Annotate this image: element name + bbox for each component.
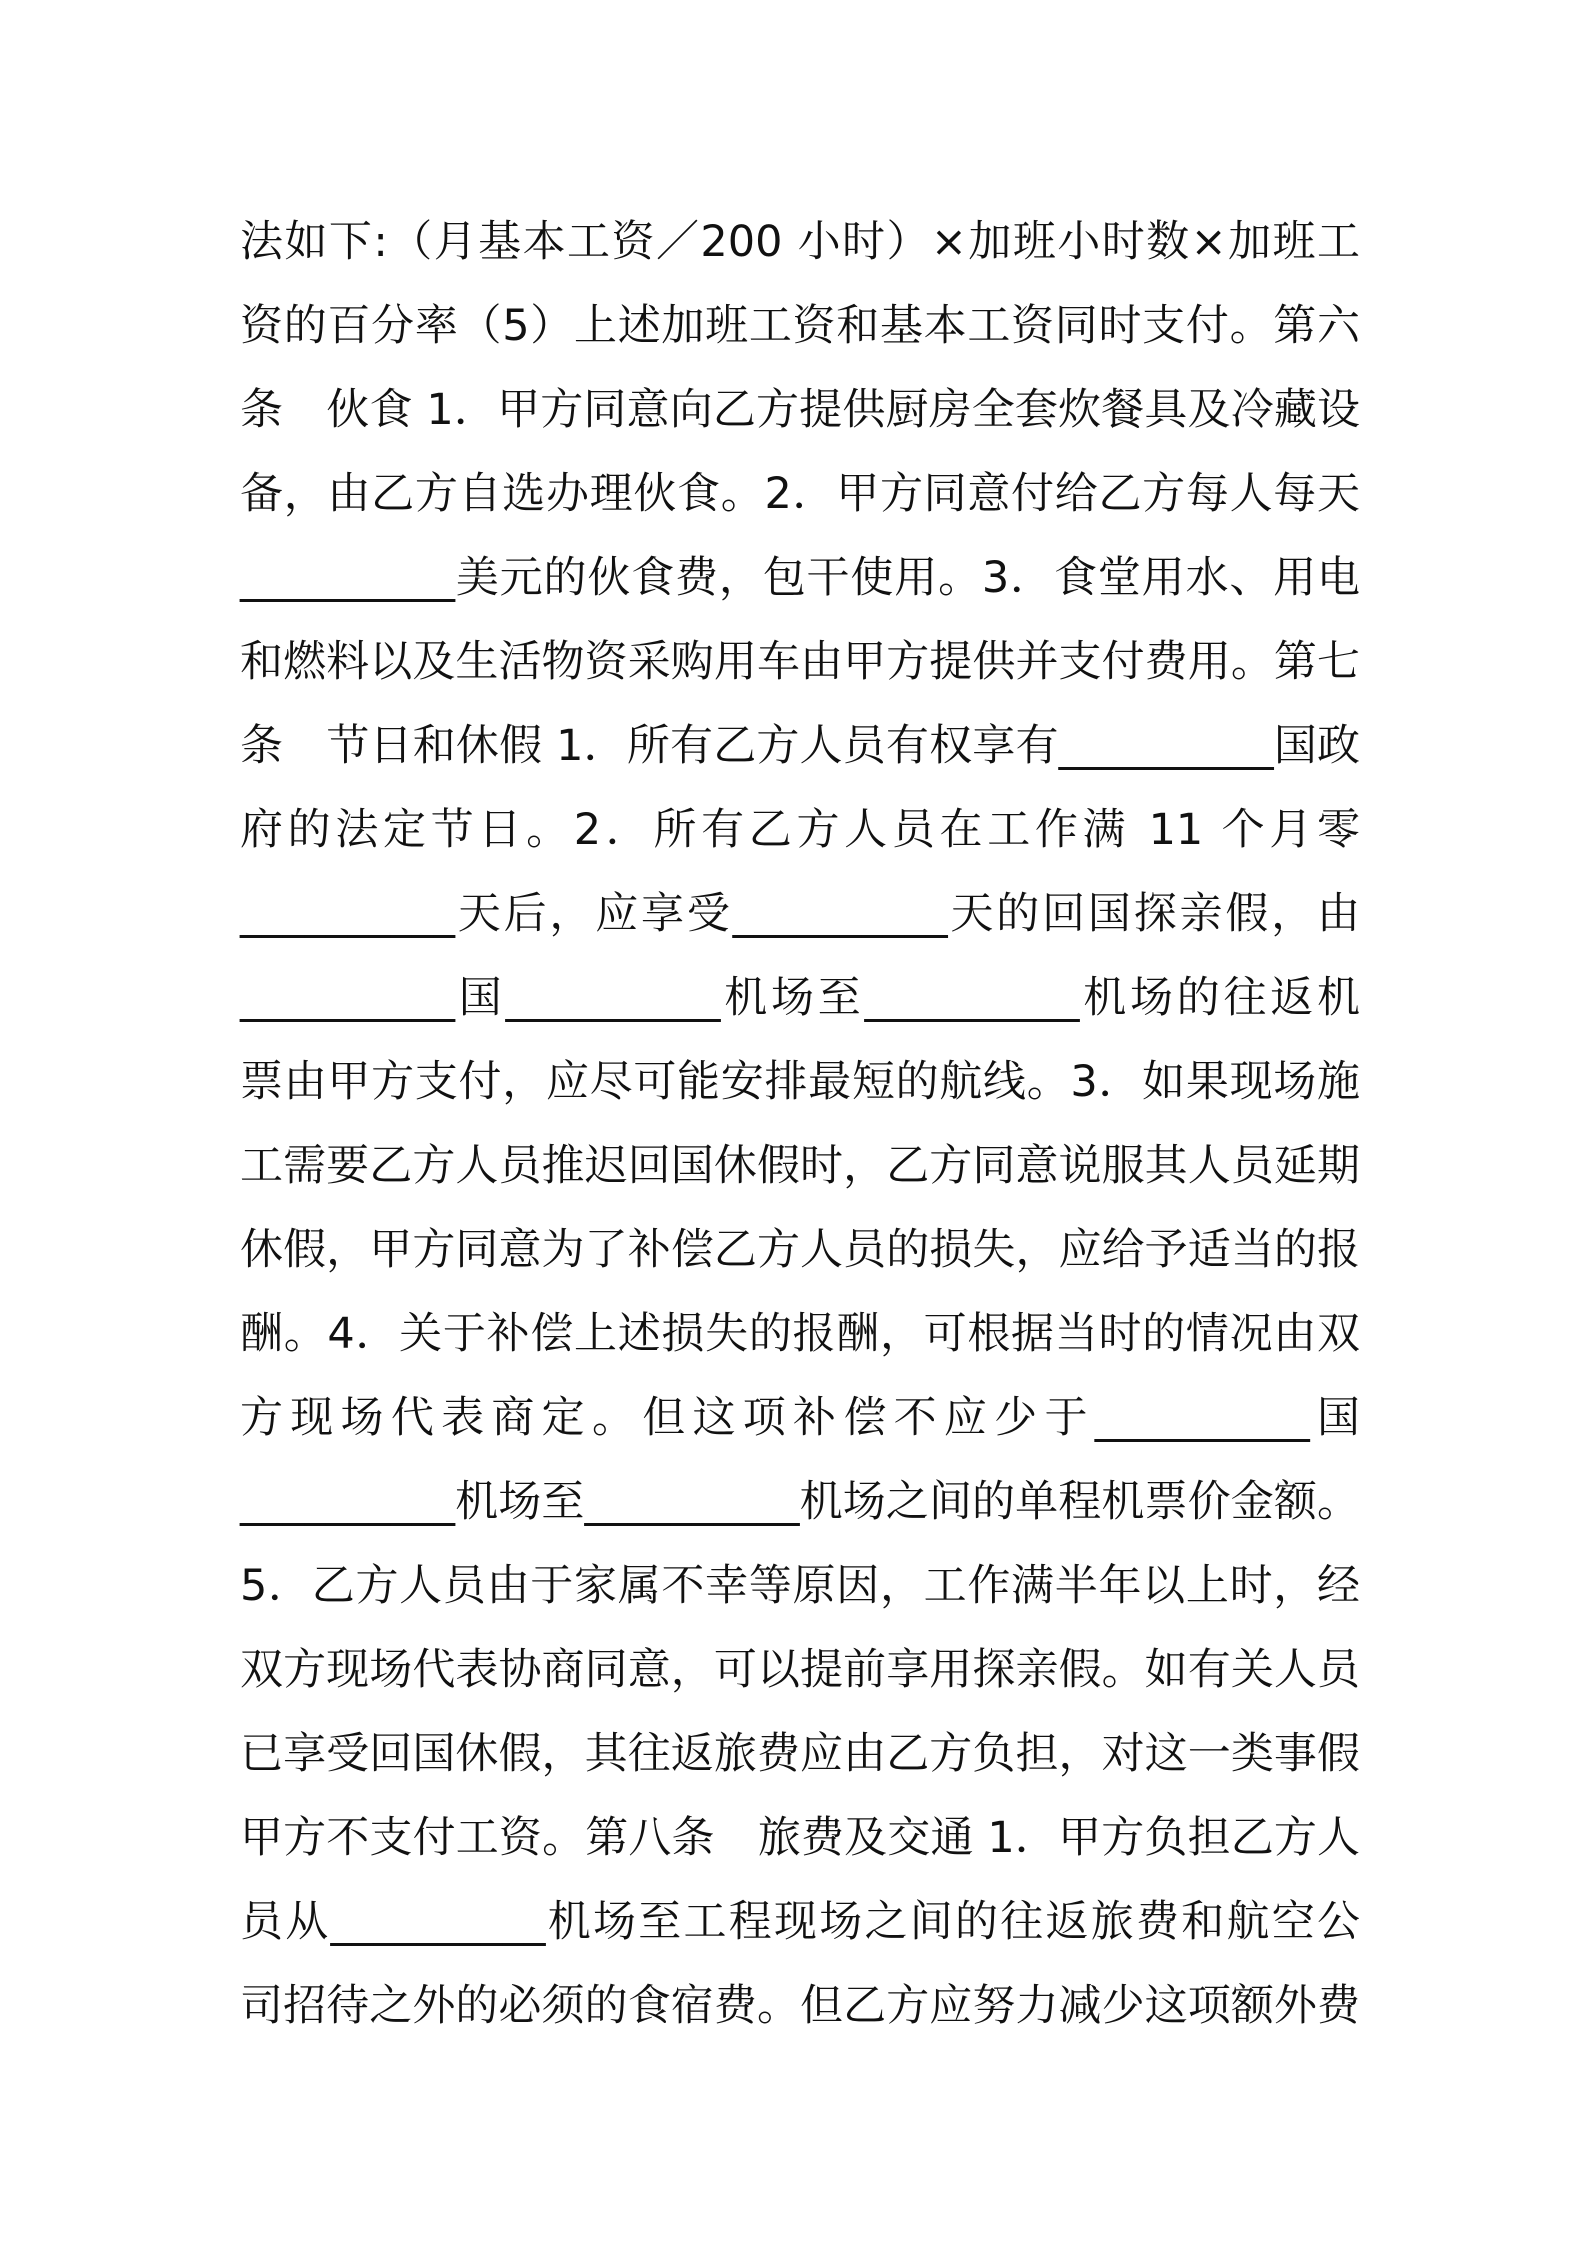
text-line: 已享受回国休假，其往返旅费应由乙方负担，对这一类事假 bbox=[240, 1729, 1360, 1779]
text-line: 资的百分率（5）上述加班工资和基本工资同时支付。第六 bbox=[240, 301, 1360, 351]
text-line: 条 节日和休假 1．所有乙方人员有权享有__________国政 bbox=[240, 721, 1360, 771]
text-line: 和燃料以及生活物资采购用车由甲方提供并支付费用。第七 bbox=[240, 637, 1360, 687]
text-line: 甲方不支付工资。第八条 旅费及交通 1．甲方负担乙方人 bbox=[240, 1813, 1360, 1863]
text-line: 备，由乙方自选办理伙食。2．甲方同意付给乙方每人每天 bbox=[240, 469, 1360, 519]
text-line: 工需要乙方人员推迟回国休假时，乙方同意说服其人员延期 bbox=[240, 1141, 1360, 1191]
text-line: 府的法定节日。2．所有乙方人员在工作满 11 个月零 bbox=[240, 805, 1360, 855]
text-line: __________国__________机场至__________机场的往返机 bbox=[240, 973, 1360, 1023]
text-line: 酬。4．关于补偿上述损失的报酬，可根据当时的情况由双 bbox=[240, 1309, 1360, 1359]
text-line: __________美元的伙食费，包干使用。3．食堂用水、用电 bbox=[240, 553, 1360, 603]
text-line: 员从__________机场至工程现场之间的往返旅费和航空公 bbox=[240, 1897, 1360, 1947]
contract-text-body bbox=[240, 200, 1360, 2048]
text-line: 票由甲方支付，应尽可能安排最短的航线。3．如果现场施 bbox=[240, 1057, 1360, 1107]
text-line: 司招待之外的必须的食宿费。但乙方应努力减少这项额外费 bbox=[240, 1981, 1360, 2031]
text-line: __________天后，应享受__________天的回国探亲假，由 bbox=[240, 889, 1360, 939]
text-line: 条 伙食 1．甲方同意向乙方提供厨房全套炊餐具及冷藏设 bbox=[240, 385, 1360, 435]
text-line: __________机场至__________机场之间的单程机票价金额。 bbox=[240, 1477, 1360, 1527]
text-line: 方现场代表商定。但这项补偿不应少于__________国 bbox=[240, 1393, 1360, 1443]
text-line: 双方现场代表协商同意，可以提前享用探亲假。如有关人员 bbox=[240, 1645, 1360, 1695]
text-line: 法如下:（月基本工资／200 小时）×加班小时数×加班工 bbox=[240, 217, 1360, 267]
text-line: 5．乙方人员由于家属不幸等原因，工作满半年以上时，经 bbox=[240, 1561, 1360, 1611]
text-line: 休假，甲方同意为了补偿乙方人员的损失，应给予适当的报 bbox=[240, 1225, 1360, 1275]
